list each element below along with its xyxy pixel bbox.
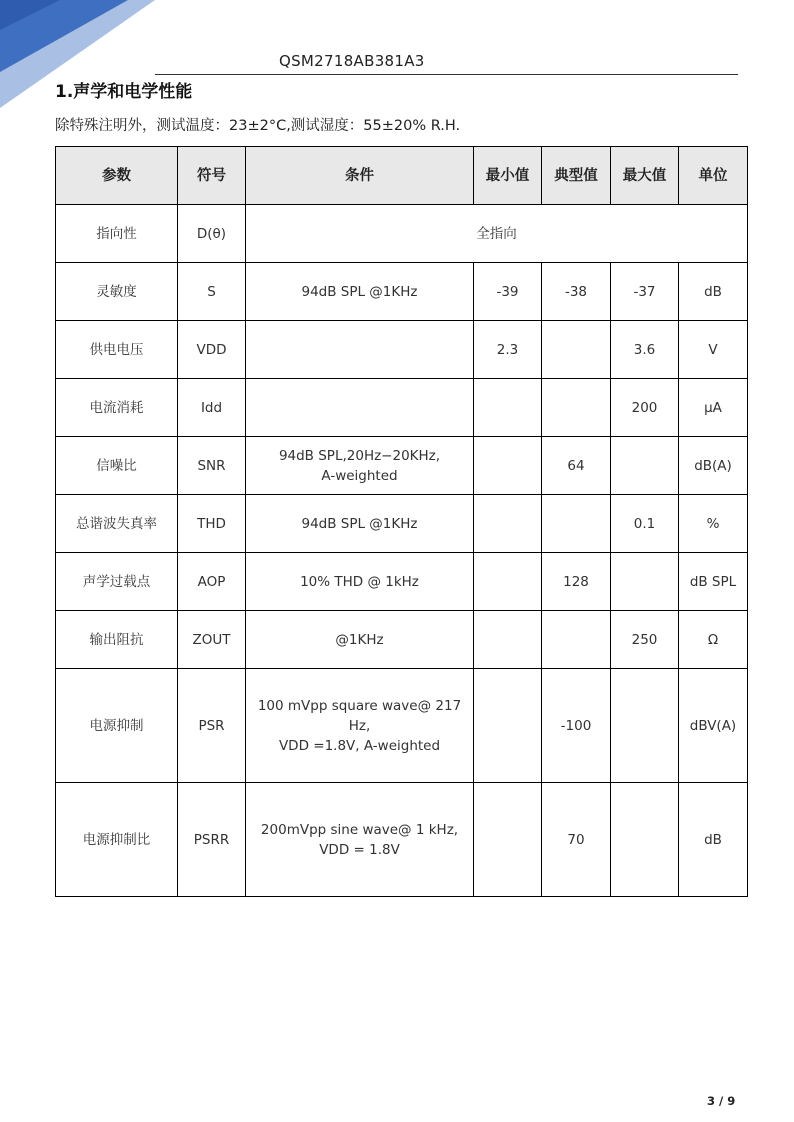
table-row (56, 495, 748, 553)
symbol-cell: Idd (178, 379, 246, 437)
param-cell: 供电电压 (56, 321, 178, 379)
max-cell: 200 (611, 379, 679, 437)
table-row (56, 263, 748, 321)
min-cell (474, 379, 542, 437)
symbol-cell: SNR (178, 437, 246, 495)
max-cell (611, 669, 679, 783)
condition-cell (246, 321, 474, 379)
typ-cell (542, 495, 611, 553)
condition-cell (246, 611, 474, 669)
condition-cell (246, 437, 474, 495)
condition-line: 94dB SPL @1KHz (301, 515, 418, 532)
symbol-cell: AOP (178, 553, 246, 611)
param-cell: 指向性 (56, 205, 178, 263)
unit-cell: Ω (679, 611, 748, 669)
column-header-typ: 典型值 (542, 147, 611, 205)
max-cell: 0.1 (611, 495, 679, 553)
table-row (56, 553, 748, 611)
symbol-cell: VDD (178, 321, 246, 379)
column-header-symbol: 符号 (178, 147, 246, 205)
test-conditions: 除特殊注明外，测试温度：23±2°C,测试湿度：55±20% R.H. (55, 118, 461, 134)
symbol-cell: S (178, 263, 246, 321)
condition-cell (246, 783, 474, 897)
table-row (56, 783, 748, 897)
condition-cell (246, 379, 474, 437)
document-header (155, 50, 738, 75)
max-cell (611, 553, 679, 611)
min-cell (474, 495, 542, 553)
unit-cell: dB (679, 263, 748, 321)
column-header-condition: 条件 (246, 147, 474, 205)
symbol-cell: PSR (178, 669, 246, 783)
condition-line: 200mVpp sine wave@ 1 kHz, (260, 821, 459, 838)
condition-cell (246, 553, 474, 611)
typ-cell (542, 611, 611, 669)
min-cell (474, 783, 542, 897)
column-header-min: 最小值 (474, 147, 542, 205)
typ-cell: -100 (542, 669, 611, 783)
condition-line: 94dB SPL @1KHz (301, 283, 418, 300)
typ-cell (542, 379, 611, 437)
column-header-unit: 单位 (679, 147, 748, 205)
unit-cell: dB SPL (679, 553, 748, 611)
column-header-max: 最大值 (611, 147, 679, 205)
table-row (56, 611, 748, 669)
param-cell: 总谐波失真率 (56, 495, 178, 553)
condition-line: @1KHz (335, 631, 384, 648)
table-row (56, 379, 748, 437)
max-cell: -37 (611, 263, 679, 321)
condition-cell (246, 669, 474, 783)
min-cell (474, 553, 542, 611)
condition-line: 10% THD @ 1kHz (300, 573, 419, 590)
unit-cell: dB (679, 783, 748, 897)
table-row (56, 321, 748, 379)
param-cell: 电源抑制比 (56, 783, 178, 897)
max-cell: 250 (611, 611, 679, 669)
condition-line: VDD =1.8V, A-weighted (278, 737, 441, 754)
condition-line: A-weighted (321, 467, 398, 484)
table-row (56, 205, 748, 263)
typ-cell (542, 321, 611, 379)
param-cell: 灵敏度 (56, 263, 178, 321)
min-cell: -39 (474, 263, 542, 321)
condition-cell (246, 495, 474, 553)
column-header-param: 参数 (56, 147, 178, 205)
symbol-cell: PSRR (178, 783, 246, 897)
unit-cell: μA (679, 379, 748, 437)
table-row (56, 669, 748, 783)
symbol-cell: D(θ) (178, 205, 246, 263)
model-number: QSM2718AB381A3 (279, 52, 425, 70)
typ-cell: 128 (542, 553, 611, 611)
unit-cell: dBV(A) (679, 669, 748, 783)
symbol-cell: ZOUT (178, 611, 246, 669)
min-cell (474, 437, 542, 495)
param-cell: 信噪比 (56, 437, 178, 495)
min-cell (474, 611, 542, 669)
table-row (56, 437, 748, 495)
table-header-row (56, 147, 748, 205)
max-cell (611, 783, 679, 897)
min-cell (474, 669, 542, 783)
typ-cell: 64 (542, 437, 611, 495)
param-cell: 电流消耗 (56, 379, 178, 437)
section-title: 1.声学和电学性能 (55, 82, 193, 102)
condition-line: 100 mVpp square wave@ 217 Hz, (257, 697, 462, 734)
min-cell: 2.3 (474, 321, 542, 379)
unit-cell: dB(A) (679, 437, 748, 495)
param-cell: 输出阻抗 (56, 611, 178, 669)
page-number: 3 / 9 (707, 1094, 736, 1108)
condition-line: 94dB SPL,20Hz−20KHz, (278, 447, 441, 464)
typ-cell: 70 (542, 783, 611, 897)
param-cell: 电源抑制 (56, 669, 178, 783)
param-cell: 声学过载点 (56, 553, 178, 611)
symbol-cell: THD (178, 495, 246, 553)
unit-cell: V (679, 321, 748, 379)
typ-cell: -38 (542, 263, 611, 321)
max-cell: 3.6 (611, 321, 679, 379)
condition-cell (246, 263, 474, 321)
max-cell (611, 437, 679, 495)
directivity-value-cell: 全指向 (246, 205, 748, 263)
condition-line: VDD = 1.8V (319, 841, 400, 858)
unit-cell: % (679, 495, 748, 553)
spec-table (55, 146, 748, 897)
